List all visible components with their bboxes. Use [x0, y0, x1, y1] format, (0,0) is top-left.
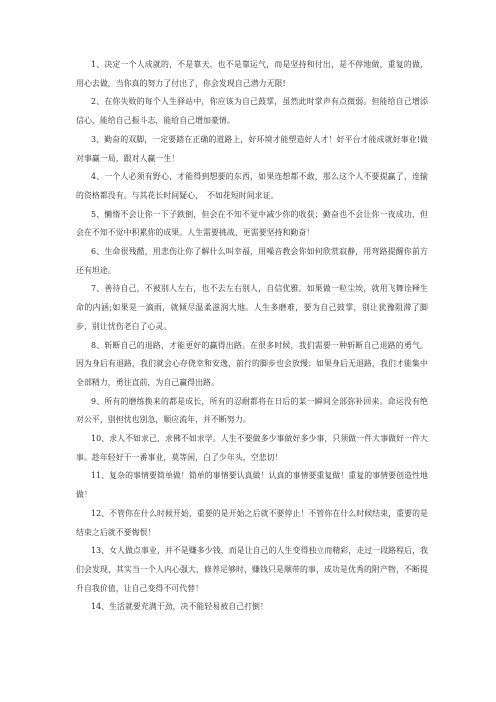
paragraph-4: 4、一个人必须有野心，才能得到想要的东西，如果连想都不敢，那么这个人不要提赢了，连输的资格都没有。与其花长时间疑心， 不如花短时间求证。: [76, 172, 428, 200]
paragraph-2: 2、在你失败的每个人生驿站中，你应该为自己鼓掌，虽然此时掌声有点微弱。但能给自己增添信心，能给自己振斗志，能给自己增加豪情。: [76, 97, 428, 126]
document-body: [76, 56, 428, 617]
paragraph-10: 10、求人不如求己，求佛不如求学。人生不要做多少事做好多少事，只须做一件大事做好一件大事。趁年轻好干一番事业，莫等闲，白了少年头，空悲切！: [76, 434, 428, 462]
paragraph-11: 11、复杂的事情要简单做！简单的事情要认真做！认真的事情要重复做！重复的事情要创造性地做！: [76, 471, 428, 500]
paragraph-9: 9、所有的磨练换来的都是成长，所有的忍耐都将在日后的某一瞬间全部弥补回来。命运没有绝对公平，别担忧也别急，顺应流年，并不断努力。: [76, 396, 428, 425]
paragraph-7: 7、善待自己，不被别人左右，也不去左右别人，自信优雅。如果做一粒尘埃，就用飞舞诠释生命的内涵;如果是一滴雨，就倾尽温柔滋润大地。人生多磨难，要为自己鼓掌，别让犹豫阻滞了脚步，别让忧伤老白了心灵。: [76, 284, 428, 331]
paragraph-3: 3、勤奋的双脚，一定要踏在正确的道路上，好环境才能塑造好人才！好平台才能成就好事业!做对事赢一局，跟对人赢一生！: [76, 134, 428, 163]
paragraph-6: 6、生命很残酷，用悲伤让你了解什么叫幸福，用噪音教会你如何欣赏寂静，用弯路提醒你前方还有坦途。: [76, 247, 428, 275]
paragraph-5: 5、懒惰不会让你一下子跌倒，但会在不知不觉中减少你的收获；勤奋也不会让你一夜成功，但会在不知不觉中积累你的成果。人生需要挑战，更需要坚持和勤奋！: [76, 209, 428, 238]
paragraph-8: 8、斩断自己的退路，才能更好的赢得出路。在很多时候，我们需要一种斩断自己退路的勇气。因为身后有退路，我们就会心存侥幸和安逸，前行的脚步也会放慢；如果身后无退路，我们才能集中全部精力，勇往直前，为自己赢得出路。: [76, 340, 428, 387]
paragraph-13: 13、女人做点事业，并不是赚多少钱，而是让自己的人生变得独立而精彩，走过一段路程后，我们会发现，其实当一个人内心强大，修养足够时，赚钱只是顺带的事，成功是优秀的附产物，不断提升自我价值，让自己变得不可代替！: [76, 546, 428, 593]
paragraph-14: 14、生活就要充满干劲，决不能轻易被自己打倒！: [91, 602, 268, 612]
paragraph-12: 12、不管你在什么时候开始，重要的是开始之后就不要停止！不管你在什么时候结束，重要的是结束之后就不要悔恨！: [76, 508, 428, 537]
paragraph-1: 1、决定一个人成就的，不是靠天，也不是靠运气，而是坚持和付出，是不停地做，重复的做，用心去做，当你真的努力了付出了，你会发现自己潜力无限!: [76, 60, 428, 88]
